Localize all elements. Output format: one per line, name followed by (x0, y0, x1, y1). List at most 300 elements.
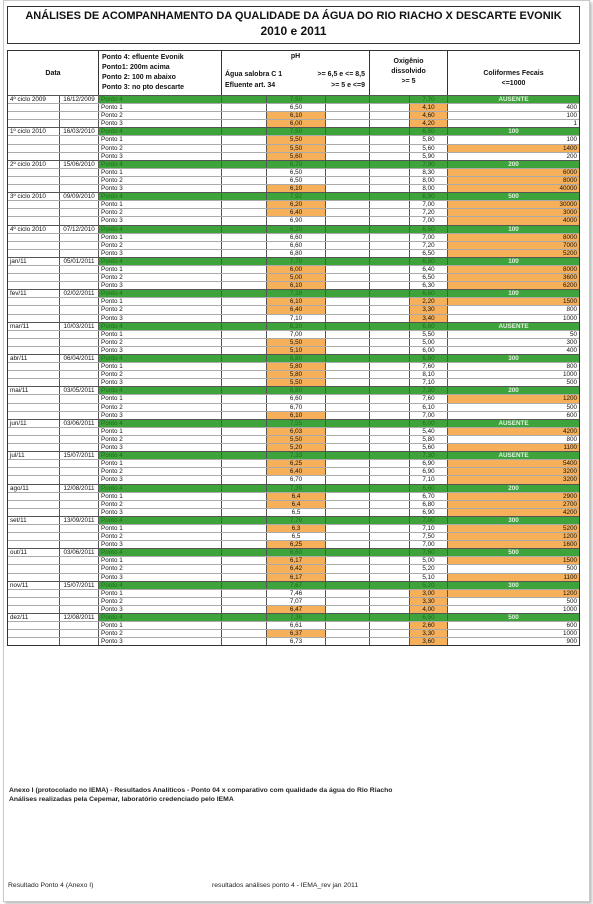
point-cell: Ponto 2 (99, 112, 222, 119)
point-cell: Ponto 3 (99, 541, 222, 548)
oxygen-cell: 2,20 (410, 298, 448, 305)
spacer-cell (326, 217, 370, 224)
header-coliform (448, 51, 579, 95)
point-cell: Ponto 3 (99, 347, 222, 354)
header-oxygen-3: >= 5 (401, 78, 416, 85)
point-cell: Ponto 1 (99, 331, 222, 338)
cycle-cell (8, 379, 60, 386)
cycle-cell (8, 347, 60, 354)
spacer-cell (326, 250, 370, 257)
oxygen-cell: 7,00 (410, 234, 448, 241)
spacer-cell (326, 323, 370, 330)
ph-cell: 5,80 (267, 371, 326, 378)
table-row (8, 629, 579, 637)
spacer-cell (326, 630, 370, 637)
spacer-cell (326, 476, 370, 483)
ph-cell: 6,60 (267, 395, 326, 402)
header-points (99, 51, 222, 95)
spacer-cell (222, 290, 267, 297)
spacer-cell (326, 226, 370, 233)
spacer-cell (222, 161, 267, 168)
coliform-cell: 300 (448, 355, 579, 362)
spacer-cell (370, 371, 410, 378)
cycle-cell: abr/11 (8, 355, 60, 362)
coliform-cell: 600 (566, 622, 577, 630)
spacer-cell (222, 193, 267, 200)
table-row (8, 378, 579, 386)
point-cell: Ponto 1 (99, 136, 222, 143)
date-cell (60, 169, 99, 176)
cycle-cell: mai/11 (8, 387, 60, 394)
point-cell: Ponto 1 (99, 234, 222, 241)
table-row (8, 297, 579, 305)
point-cell: Ponto 4 (99, 614, 222, 621)
spacer-cell (370, 501, 410, 508)
spacer-cell (370, 120, 410, 127)
oxygen-cell: 5,60 (410, 444, 448, 451)
oxygen-cell: 3,40 (410, 315, 448, 322)
oxygen-cell: 6,00 (410, 347, 448, 354)
point-cell: Ponto 4 (99, 290, 222, 297)
ph-cell: 6,40 (267, 468, 326, 475)
date-cell: 16/03/2010 (60, 128, 99, 135)
table-row (8, 208, 579, 216)
cycle-cell: jan/11 (8, 258, 60, 265)
spacer-cell (222, 460, 267, 467)
cycle-cell (8, 169, 60, 176)
spacer-cell (222, 404, 267, 411)
spacer-cell (326, 533, 370, 540)
spacer-cell (326, 517, 370, 524)
spacer-cell (326, 565, 370, 572)
oxygen-cell: 4,00 (410, 606, 448, 613)
coliform-cell: 3600 (448, 274, 579, 281)
table-row (8, 370, 579, 378)
date-cell (60, 347, 99, 354)
ph-cell: 5,10 (267, 347, 326, 354)
coliform-cell: 500 (448, 614, 579, 621)
spacer-cell (326, 379, 370, 386)
ph-cell: 7,33 (267, 452, 326, 459)
date-cell (60, 153, 99, 160)
point-cell: Ponto 2 (99, 177, 222, 184)
spacer-cell (222, 363, 267, 370)
spacer-cell (370, 339, 410, 346)
spacer-cell (222, 387, 267, 394)
date-cell (60, 145, 99, 152)
date-cell: 12/08/2011 (60, 614, 99, 621)
cycle-cell (8, 630, 60, 637)
spacer-cell (370, 298, 410, 305)
oxygen-cell: 7,10 (410, 476, 448, 483)
ph-cell: 5,50 (267, 436, 326, 443)
date-cell (60, 574, 99, 581)
cycle-cell (8, 444, 60, 451)
coliform-cell: 200 (448, 387, 579, 394)
cycle-cell (8, 145, 60, 152)
ph-cell: 7,67 (267, 582, 326, 589)
table-row (8, 257, 579, 265)
spacer-cell (370, 638, 410, 645)
oxygen-cell: 5,50 (410, 331, 448, 338)
cycle-cell (8, 493, 60, 500)
cycle-cell (8, 217, 60, 224)
date-cell (60, 339, 99, 346)
coliform-cell: 800 (566, 435, 577, 443)
table-row (8, 556, 579, 564)
spacer-cell (370, 387, 410, 394)
spacer-cell (370, 306, 410, 313)
spacer-cell (326, 501, 370, 508)
date-cell (60, 541, 99, 548)
spacer-cell (326, 395, 370, 402)
spacer-cell (370, 590, 410, 597)
table-row (8, 249, 579, 257)
spacer-cell (222, 355, 267, 362)
ph-cell: 6,90 (267, 217, 326, 224)
spacer-cell (370, 282, 410, 289)
date-cell: 15/07/2011 (60, 452, 99, 459)
cycle-cell: out/11 (8, 549, 60, 556)
spacer-cell (222, 217, 267, 224)
header-point-3: Ponto 3: no pto descarte (102, 84, 185, 91)
coliform-cell: 5200 (448, 250, 579, 257)
spacer-cell (222, 468, 267, 475)
spacer-cell (326, 436, 370, 443)
date-cell (60, 242, 99, 249)
spacer-cell (326, 582, 370, 589)
oxygen-cell: 6,60 (410, 290, 448, 297)
spacer-cell (222, 590, 267, 597)
table-row (8, 95, 579, 103)
date-cell (60, 201, 99, 208)
ph-cell: 5,20 (267, 444, 326, 451)
ph-cell: 6,60 (267, 242, 326, 249)
date-cell (60, 509, 99, 516)
table-row (8, 443, 579, 451)
ph-cell: 7,79 (267, 517, 326, 524)
date-cell: 03/06/2011 (60, 420, 99, 427)
spacer-cell (370, 242, 410, 249)
spacer-cell (222, 136, 267, 143)
cycle-cell (8, 622, 60, 629)
oxygen-cell: 7,00 (410, 541, 448, 548)
note-line-2: Análises realizadas pela Cepemar, laboratório credenciado pelo IEMA (9, 796, 234, 803)
spacer-cell (326, 387, 370, 394)
point-cell: Ponto 3 (99, 250, 222, 257)
coliform-cell: 200 (448, 161, 579, 168)
table-row (8, 524, 579, 532)
table-row (8, 605, 579, 613)
oxygen-cell: 5,40 (410, 428, 448, 435)
cycle-cell (8, 436, 60, 443)
cycle-cell: 2º ciclo 2010 (8, 161, 60, 168)
oxygen-cell: 3,00 (410, 590, 448, 597)
spacer-cell (222, 574, 267, 581)
ph-cell: 6,17 (267, 557, 326, 564)
spacer-cell (222, 128, 267, 135)
spacer-cell (370, 598, 410, 605)
spacer-cell (370, 404, 410, 411)
ph-cell: 6,40 (267, 306, 326, 313)
cycle-cell (8, 201, 60, 208)
ph-cell: 6,61 (267, 622, 326, 629)
table-row (8, 540, 579, 548)
table-row (8, 322, 579, 330)
table-row (8, 548, 579, 556)
oxygen-cell: 7,00 (410, 201, 448, 208)
oxygen-cell: 5,00 (410, 339, 448, 346)
oxygen-cell: 3,30 (410, 630, 448, 637)
date-cell (60, 606, 99, 613)
table-row (8, 176, 579, 184)
coliform-cell: 1200 (448, 590, 579, 597)
date-cell (60, 112, 99, 119)
spacer-cell (370, 485, 410, 492)
spacer-cell (222, 177, 267, 184)
table-row (8, 637, 579, 645)
cycle-cell: ago/11 (8, 485, 60, 492)
spacer-cell (370, 541, 410, 548)
spacer-cell (222, 565, 267, 572)
coliform-cell: 100 (448, 128, 579, 135)
ph-cell: 7,46 (267, 590, 326, 597)
spacer-cell (222, 209, 267, 216)
header-ph-range-2: >= 5 e <=9 (331, 82, 365, 89)
coliform-cell: 500 (566, 565, 577, 573)
table-row (8, 281, 579, 289)
date-cell (60, 493, 99, 500)
point-cell: Ponto 3 (99, 606, 222, 613)
table-row (8, 225, 579, 233)
point-cell: Ponto 3 (99, 217, 222, 224)
table-row (8, 241, 579, 249)
spacer-cell (370, 153, 410, 160)
table-row (8, 467, 579, 475)
spacer-cell (326, 298, 370, 305)
header-oxygen-2: dissolvido (391, 68, 426, 75)
oxygen-cell: 7,20 (410, 209, 448, 216)
ph-cell: 7,50 (267, 128, 326, 135)
date-cell (60, 209, 99, 216)
point-cell: Ponto 3 (99, 638, 222, 645)
point-cell: Ponto 1 (99, 557, 222, 564)
spacer-cell (370, 574, 410, 581)
ph-cell: 6,00 (267, 120, 326, 127)
ph-cell: 6,20 (267, 323, 326, 330)
ph-cell: 6,80 (267, 250, 326, 257)
spacer-cell (326, 145, 370, 152)
spacer-cell (222, 420, 267, 427)
oxygen-cell: 7,00 (410, 217, 448, 224)
point-cell: Ponto 3 (99, 476, 222, 483)
coliform-cell: 500 (566, 379, 577, 387)
oxygen-cell: 4,10 (410, 104, 448, 111)
ph-cell: 6,25 (267, 541, 326, 548)
date-cell (60, 274, 99, 281)
cycle-cell (8, 428, 60, 435)
spacer-cell (326, 452, 370, 459)
spacer-cell (222, 412, 267, 419)
point-cell: Ponto 4 (99, 193, 222, 200)
coliform-cell: 1200 (448, 395, 579, 402)
table-row (8, 346, 579, 354)
oxygen-cell: 7,10 (410, 379, 448, 386)
date-cell: 15/07/2011 (60, 582, 99, 589)
spacer-cell (326, 234, 370, 241)
date-cell (60, 379, 99, 386)
spacer-cell (326, 169, 370, 176)
point-cell: Ponto 2 (99, 371, 222, 378)
spacer-cell (370, 509, 410, 516)
coliform-cell: 4200 (448, 509, 579, 516)
spacer-cell (222, 323, 267, 330)
spacer-cell (370, 128, 410, 135)
ph-cell: 7,50 (267, 96, 326, 103)
cycle-cell (8, 638, 60, 645)
point-cell: Ponto 1 (99, 493, 222, 500)
cycle-cell: mar/11 (8, 323, 60, 330)
table-row (8, 411, 579, 419)
ph-cell: 6,4 (267, 493, 326, 500)
table-row (8, 314, 579, 322)
cycle-cell (8, 177, 60, 184)
oxygen-cell: 2,60 (410, 622, 448, 629)
date-cell (60, 501, 99, 508)
oxygen-cell: 7,30 (410, 452, 448, 459)
date-cell (60, 428, 99, 435)
table-row (8, 427, 579, 435)
point-cell: Ponto 1 (99, 201, 222, 208)
spacer-cell (370, 444, 410, 451)
oxygen-cell: 7,60 (410, 549, 448, 556)
spacer-cell (370, 476, 410, 483)
spacer-cell (370, 145, 410, 152)
ph-cell: 6,4 (267, 501, 326, 508)
coliform-cell: 400 (566, 104, 577, 112)
spacer-cell (326, 574, 370, 581)
cycle-cell (8, 565, 60, 572)
oxygen-cell: 6,10 (410, 404, 448, 411)
ph-cell: 5,00 (267, 274, 326, 281)
table-row (8, 103, 579, 111)
date-cell (60, 331, 99, 338)
spacer-cell (326, 177, 370, 184)
point-cell: Ponto 4 (99, 582, 222, 589)
header-ph-title: pH (290, 53, 301, 60)
oxygen-cell: 6,50 (410, 274, 448, 281)
spacer-cell (222, 509, 267, 516)
title-line-1: ANÁLISES DE ACOMPANHAMENTO DA QUALIDADE DA ÁGUA DO RIO RIACHO X DESCARTE EVONIK (25, 10, 562, 22)
table-row (8, 362, 579, 370)
coliform-cell: 3200 (448, 468, 579, 475)
spacer-cell (222, 622, 267, 629)
spacer-cell (370, 96, 410, 103)
coliform-cell: 3000 (448, 209, 579, 216)
spacer-cell (326, 258, 370, 265)
cycle-cell (8, 404, 60, 411)
point-cell: Ponto 1 (99, 622, 222, 629)
coliform-cell: 1000 (562, 605, 577, 613)
date-cell: 12/08/2011 (60, 485, 99, 492)
ph-cell: 6,5 (267, 533, 326, 540)
spacer-cell (222, 395, 267, 402)
point-cell: Ponto 2 (99, 436, 222, 443)
coliform-cell: 4200 (448, 428, 579, 435)
ph-cell: 6,80 (267, 387, 326, 394)
oxygen-cell: 6,90 (410, 468, 448, 475)
cycle-cell (8, 185, 60, 192)
cycle-cell (8, 209, 60, 216)
cycle-cell (8, 153, 60, 160)
ph-cell: 7,39 (267, 485, 326, 492)
oxygen-cell: 6,80 (410, 258, 448, 265)
point-cell: Ponto 1 (99, 428, 222, 435)
date-cell: 16/12/2009 (60, 96, 99, 103)
cycle-cell: 4º ciclo 2009 (8, 96, 60, 103)
ph-cell: 6,73 (267, 638, 326, 645)
date-cell (60, 185, 99, 192)
date-cell: 15/06/2010 (60, 161, 99, 168)
ph-cell: 6,70 (267, 161, 326, 168)
spacer-cell (222, 444, 267, 451)
spacer-cell (326, 331, 370, 338)
table-row (8, 233, 579, 241)
point-cell: Ponto 4 (99, 258, 222, 265)
date-cell (60, 250, 99, 257)
ph-cell: 5,50 (267, 136, 326, 143)
cycle-cell: 4º ciclo 2010 (8, 226, 60, 233)
cycle-cell (8, 476, 60, 483)
coliform-cell: 100 (566, 112, 577, 120)
table-row (8, 386, 579, 394)
note-line-1: Anexo I (protocolado no IEMA) - Resultados Analíticos - Ponto 04 x comparativo com qualidade da água do Rio Riacho (9, 787, 393, 794)
ph-cell: 6,10 (267, 185, 326, 192)
cycle-cell (8, 541, 60, 548)
ph-cell: 7,55 (267, 420, 326, 427)
oxygen-cell: 6,50 (410, 226, 448, 233)
oxygen-cell: 6,40 (410, 266, 448, 273)
spacer-cell (370, 460, 410, 467)
spacer-cell (326, 493, 370, 500)
point-cell: Ponto 2 (99, 306, 222, 313)
cycle-cell (8, 120, 60, 127)
table-row (8, 403, 579, 411)
coliform-cell: 500 (566, 403, 577, 411)
spacer-cell (222, 452, 267, 459)
cycle-cell (8, 104, 60, 111)
point-cell: Ponto 1 (99, 460, 222, 467)
spacer-cell (326, 104, 370, 111)
spacer-cell (370, 274, 410, 281)
spacer-cell (370, 234, 410, 241)
point-cell: Ponto 2 (99, 274, 222, 281)
oxygen-cell: 7,00 (410, 412, 448, 419)
footer-center: resultados análises ponto 4 - IEMA_rev jan 2011 (212, 882, 359, 889)
spacer-cell (222, 185, 267, 192)
coliform-cell: AUSENTE (448, 420, 579, 427)
point-cell: Ponto 1 (99, 169, 222, 176)
coliform-cell: 100 (566, 136, 577, 144)
table-row (8, 589, 579, 597)
spacer-cell (222, 306, 267, 313)
ph-cell: 6,10 (267, 412, 326, 419)
coliform-cell: 5200 (448, 525, 579, 532)
date-cell (60, 630, 99, 637)
spacer-cell (326, 371, 370, 378)
ph-cell: 6,60 (267, 549, 326, 556)
coliform-cell: 200 (448, 485, 579, 492)
